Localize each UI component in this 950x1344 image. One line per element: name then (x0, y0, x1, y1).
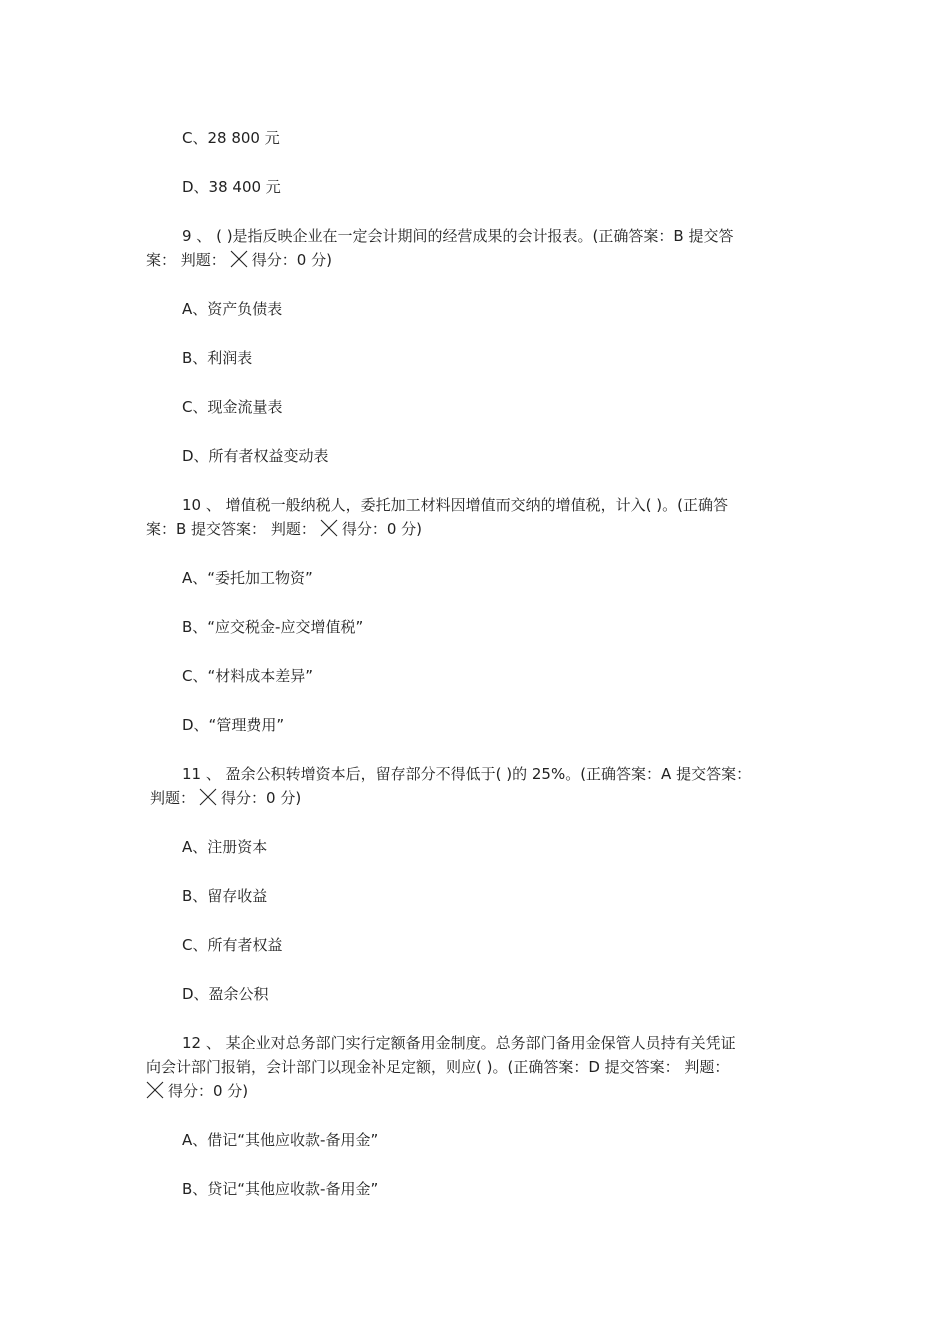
q12-question-line1: 12 、 某企业对总务部门实行定额备用金制度。总务部门备用金保管人员持有关凭证 (182, 1034, 736, 1052)
q9-judge-label: 案： 判题： (146, 251, 226, 269)
q9-score: 得分：0 分) (251, 251, 332, 269)
wrong-mark-icon (320, 519, 338, 537)
q12-question-line3 (146, 1079, 248, 1103)
q11-question-line1: 11 、 盈余公积转增资本后，留存部分不得低于( )的 25%。(正确答案：A 提交答案： (182, 765, 752, 783)
q9-option-d: D、所有者权益变动表 (182, 447, 329, 465)
wrong-mark-icon (199, 788, 217, 806)
q10-option-b: B、“应交税金-应交增值税” (182, 618, 364, 636)
q9-option-c: C、现金流量表 (182, 398, 283, 416)
q11-option-b: B、留存收益 (182, 887, 268, 905)
q10-option-d: D、“管理费用” (182, 716, 285, 734)
q10-option-c: C、“材料成本差异” (182, 667, 314, 685)
q9-option-a: A、资产负债表 (182, 300, 283, 318)
q12-option-b: B、贷记“其他应收款-备用金” (182, 1180, 379, 1198)
q10-option-a: A、“委托加工物资” (182, 569, 313, 587)
q11-score: 得分：0 分) (221, 789, 302, 807)
q11-question-line2 (150, 786, 301, 810)
q11-judge-label: 判题： (150, 789, 196, 807)
q8-option-c: C、28 800 元 (182, 129, 280, 147)
q10-question-line2 (146, 517, 422, 541)
q9-question-line2 (146, 248, 332, 272)
q11-option-c: C、所有者权益 (182, 936, 283, 954)
q10-question-line1: 10 、 增值税一般纳税人，委托加工材料因增值而交纳的增值税，计入( )。(正确答 (182, 496, 728, 514)
q11-option-a: A、注册资本 (182, 838, 268, 856)
q11-option-d: D、盈余公积 (182, 985, 269, 1003)
q12-option-a: A、借记“其他应收款-备用金” (182, 1131, 379, 1149)
q12-question-line2: 向会计部门报销，会计部门以现金补足定额，则应( )。(正确答案：D 提交答案： 判题： (146, 1058, 730, 1076)
wrong-mark-icon (146, 1081, 164, 1099)
q10-answer-label: 案：B 提交答案： 判题： (146, 520, 316, 538)
q8-option-d: D、38 400 元 (182, 178, 281, 196)
q9-question-line1: 9 、 ( )是指反映企业在一定会计期间的经营成果的会计报表。(正确答案：B 提交答 (182, 227, 734, 245)
q12-score: 得分：0 分) (168, 1082, 249, 1100)
wrong-mark-icon (230, 250, 248, 268)
q9-option-b: B、利润表 (182, 349, 253, 367)
q10-score: 得分：0 分) (341, 520, 422, 538)
